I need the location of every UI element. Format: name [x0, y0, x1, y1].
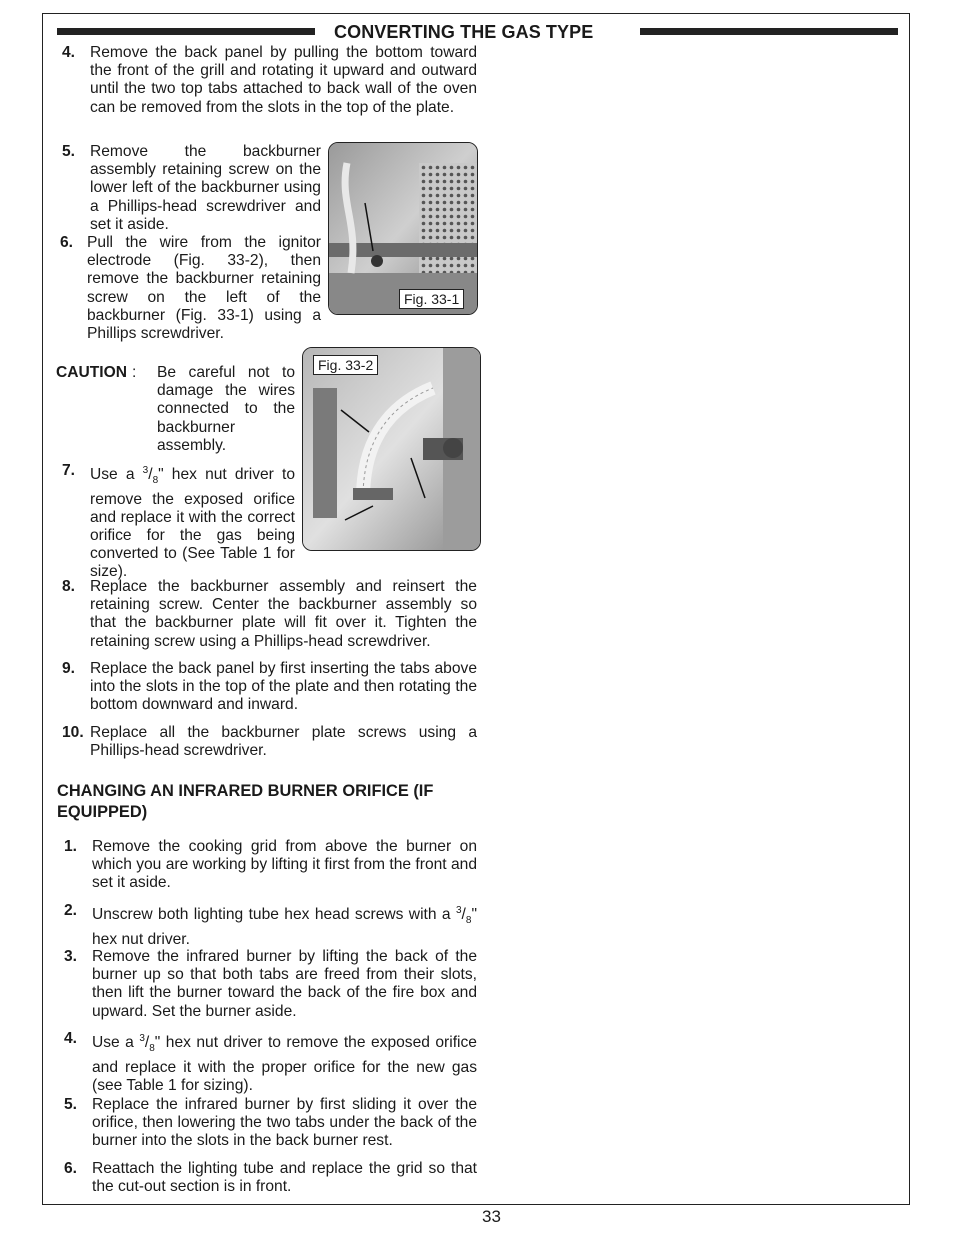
- section-heading: CHANGING AN INFRARED BURNER ORIFICE (IF EQUIPPED): [57, 782, 434, 821]
- caution-label: CAUTION: [56, 364, 128, 381]
- figure-label: Fig. 33-2: [313, 355, 378, 375]
- fraction-denominator: 8: [149, 1043, 155, 1055]
- page-number: 33: [482, 1207, 501, 1226]
- step-text: Replace the infrared burner by first sliding it over the orifice, then lowering the two tabs under the back of the burner into the slots in the back burner rest.: [92, 1096, 477, 1150]
- step-number: 7.: [62, 462, 76, 479]
- step-number: 1.: [64, 838, 78, 855]
- step-number: 8.: [62, 578, 76, 595]
- step-number: 3.: [64, 948, 78, 965]
- fraction-denominator: 8: [152, 475, 159, 487]
- step-number: 4.: [62, 44, 76, 61]
- fraction: $^3/_8$: [142, 465, 159, 487]
- header-rule-left: [57, 28, 315, 35]
- figure-33-2: [302, 347, 481, 551]
- step-number: 5.: [64, 1096, 78, 1113]
- figure-33-1: [328, 142, 478, 315]
- header-rule-right: [640, 28, 898, 35]
- step-number: 2.: [64, 902, 78, 919]
- step-text: [90, 462, 295, 582]
- step-number: 9.: [62, 660, 76, 677]
- ignitor-photo: [303, 348, 480, 550]
- step-number: 4.: [64, 1030, 78, 1047]
- step-text-b: " hex nut driver to remove the exposed orifice and replace it with the correct orifice for the gas being converted to (See Table 1 for size).: [90, 466, 295, 581]
- step-text-a: Use a: [92, 1034, 140, 1052]
- fraction-numerator: 3: [139, 1033, 145, 1044]
- step-number: 6.: [60, 234, 74, 251]
- step-text: [92, 1030, 477, 1095]
- figure-label: Fig. 33-1: [399, 289, 464, 309]
- step-text: Remove the backburner assembly retaining screw on the lower left of the backburner using a Phillips-head screwdriver and set it aside.: [90, 143, 321, 233]
- page-title: CONVERTING THE GAS TYPE: [334, 22, 594, 42]
- step-text-a: Use a: [90, 466, 143, 484]
- fraction: $^3/_8$: [455, 905, 472, 927]
- fraction: $^3/_8$: [139, 1033, 155, 1055]
- step-text: Replace the back panel by first inserting the tabs above into the slots in the top of the plate and then rotating the bottom downward and inward.: [90, 660, 477, 714]
- fraction-numerator: 3: [455, 905, 462, 916]
- step-text: Pull the wire from the ignitor electrode (Fig. 33-2), then remove the backburner retaining screw on the left of the backburner (Fig. 33-1) using a Phillips screwdriver.: [87, 234, 321, 343]
- step-text-b: " hex nut driver to remove the exposed orifice and replace it with the proper orifice for the new gas (see Table 1 for sizing).: [92, 1034, 477, 1094]
- step-text: [92, 902, 477, 949]
- step-text-a: Unscrew both lighting tube hex head screws with a: [92, 906, 456, 924]
- step-text: Remove the back panel by pulling the bottom toward the front of the grill and rotating it upward and outward until the two top tabs attached to back wall of the oven can be removed from the slots in the top of the plate.: [90, 44, 477, 116]
- step-text: Reattach the lighting tube and replace the grid so that the cut-out section is in front.: [92, 1160, 477, 1196]
- step-number: 6.: [64, 1160, 78, 1177]
- step-text: Remove the cooking grid from above the burner on which you are working by lifting it first from the front and set it aside.: [92, 838, 477, 892]
- fraction-numerator: 3: [142, 465, 149, 476]
- step-text-b: " hex nut driver.: [92, 906, 477, 948]
- step-number: 10.: [62, 724, 84, 741]
- fraction-denominator: 8: [465, 915, 472, 927]
- step-text: Remove the infrared burner by lifting the back of the burner up so that both tabs are freed from their slots, then lift the burner toward the back of the fire box and upward. Set the burner aside.: [92, 948, 477, 1020]
- caution-text: Be careful not to damage the wires connected to the backburner assembly.: [157, 364, 295, 454]
- step-number: 5.: [62, 143, 76, 160]
- step-text: Replace the backburner assembly and reinsert the retaining screw. Center the backburner assembly so that the backburner plate will fit over it. Tighten the retaining screw using a Phillips-head screwdriver.: [90, 578, 477, 650]
- caution-colon: :: [132, 364, 137, 381]
- step-text: Replace all the backburner plate screws using a Phillips-head screwdriver.: [90, 724, 477, 760]
